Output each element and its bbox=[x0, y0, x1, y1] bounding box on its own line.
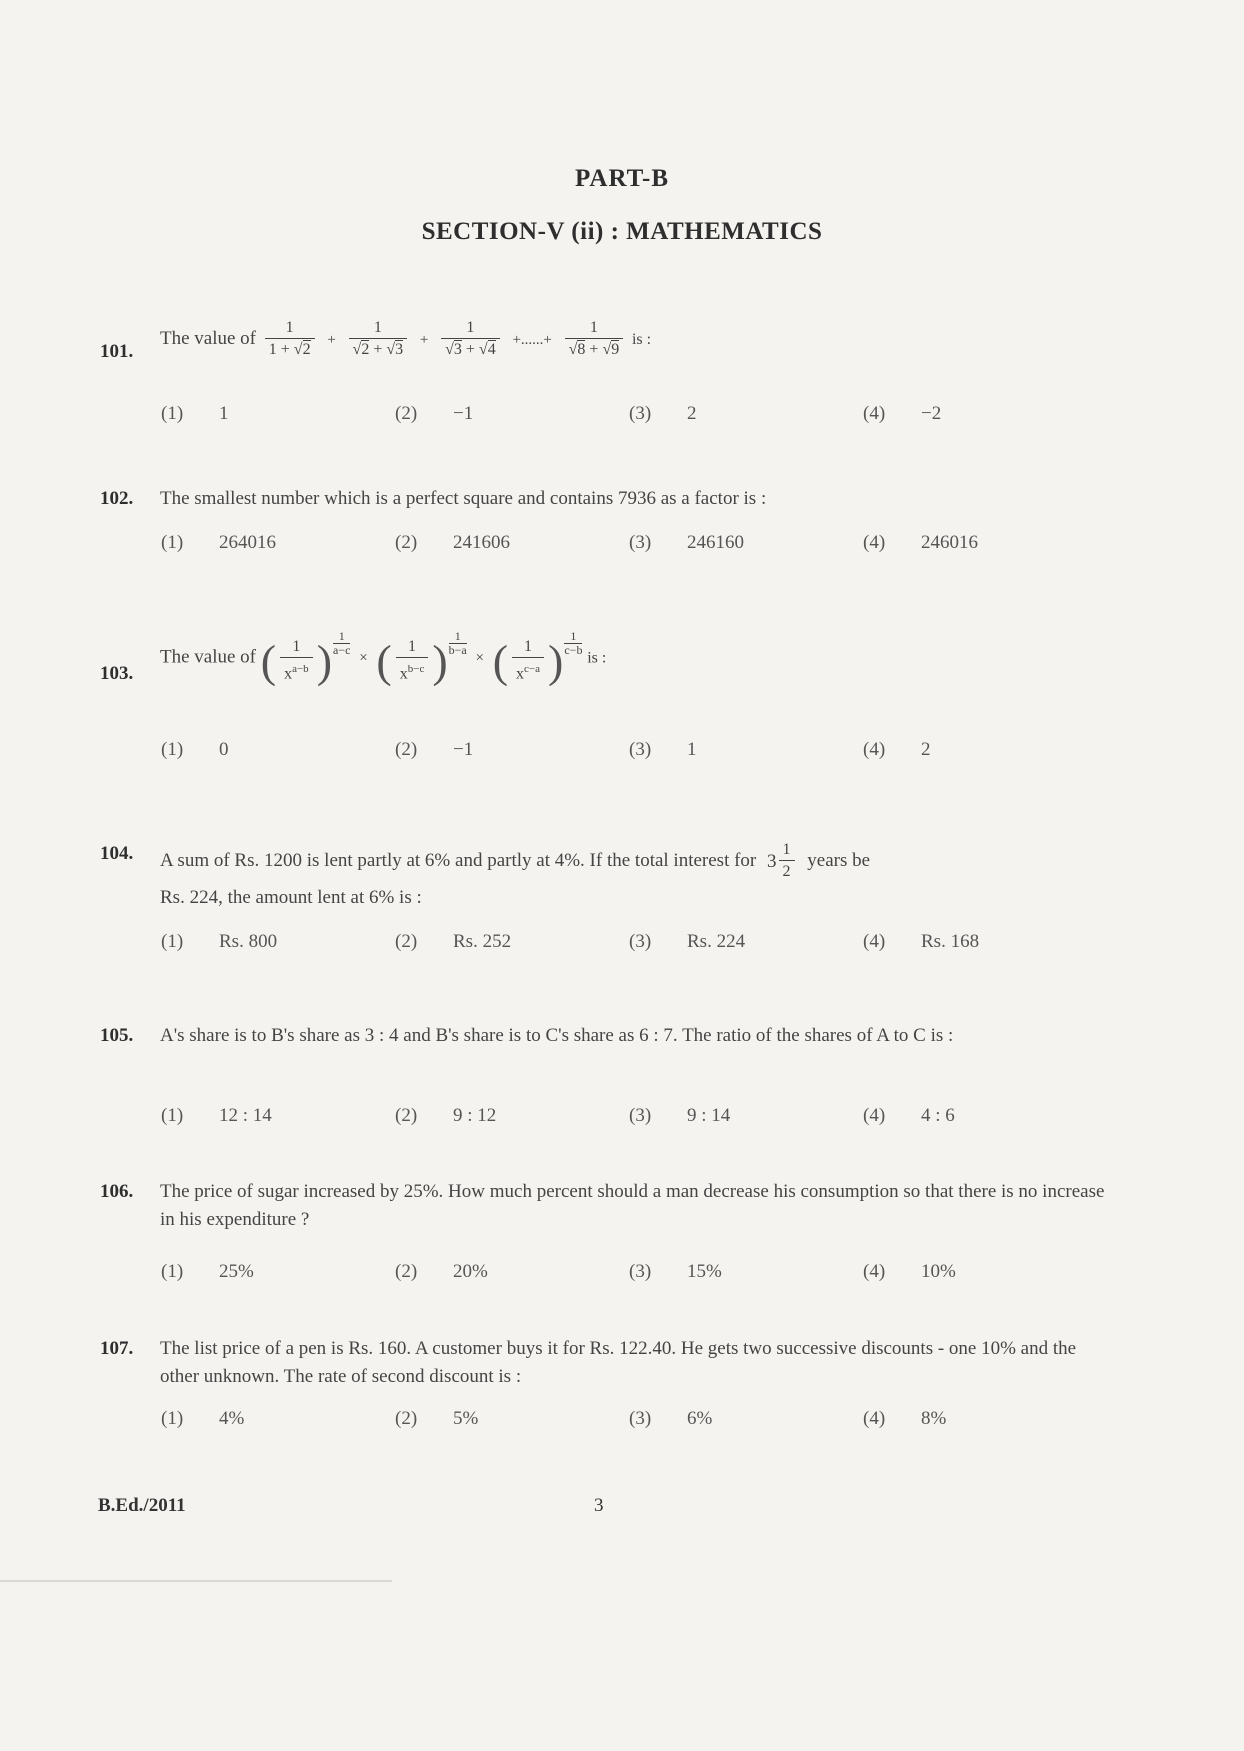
question-suffix: is : bbox=[587, 649, 607, 667]
option-2[interactable]: (2) 20% bbox=[395, 1261, 488, 1282]
option-3[interactable]: (3) 6% bbox=[629, 1408, 713, 1429]
exam-code: B.Ed./2011 bbox=[98, 1495, 186, 1516]
question-text: The price of sugar increased by 25%. How much percent should a man decrease his consumption so that there is no increase in his expenditure ? bbox=[160, 1181, 1105, 1230]
option-4[interactable]: (4) 10% bbox=[863, 1261, 956, 1282]
option-4[interactable]: (4) 2 bbox=[863, 739, 931, 760]
section-title: SECTION-V (ii) : MATHEMATICS bbox=[421, 218, 823, 245]
page-number: 3 bbox=[594, 1495, 604, 1516]
part-title: PART-B bbox=[574, 165, 670, 192]
mixed-fraction: 3 $\frac{1}{2}$ bbox=[767, 840, 797, 883]
question-text: The value of ( $\frac{1}{x^{a-b}}$ ) $\frac{1}{a-c}$ × ( $\frac{1}{x^{b-c}}$ ) $\frac{1}{b-a}$ × ( $\frac{1}{x^{c-a}}$ ) $\frac{1}{c-b}$ is : bbox=[160, 629, 607, 687]
options-row bbox=[161, 529, 1061, 557]
question-number: 101. bbox=[100, 341, 134, 362]
options-row bbox=[161, 1258, 1061, 1286]
question-number: 104. bbox=[100, 843, 134, 864]
options-row bbox=[161, 736, 1061, 764]
option-2[interactable]: (2) 5% bbox=[395, 1408, 479, 1429]
option-4[interactable]: (4) 8% bbox=[863, 1408, 947, 1429]
fraction-term-4: $\frac{1}{√8 + √9}$ bbox=[565, 318, 624, 361]
option-2[interactable]: (2) Rs. 252 bbox=[395, 931, 512, 952]
options-row bbox=[161, 1405, 1061, 1433]
option-1[interactable]: (1) 12 : 14 bbox=[161, 1105, 272, 1126]
question-102 bbox=[100, 485, 1110, 555]
question-103 bbox=[100, 630, 1110, 760]
option-3[interactable]: (3) 2 bbox=[629, 403, 697, 424]
option-1[interactable]: (1) Rs. 800 bbox=[161, 931, 278, 952]
power-factor-2: ( $\frac{1}{x^{b-c}}$ ) $\frac{1}{b-a}$ bbox=[376, 629, 467, 687]
option-1[interactable]: (1) 264016 bbox=[161, 532, 276, 553]
scan-edge-divider bbox=[0, 1580, 392, 1582]
fraction-term-1: $\frac{1}{1 + √2}$ bbox=[265, 318, 315, 361]
question-text: A sum of Rs. 1200 is lent partly at 6% and partly at 4%. If the total interest for 3 $\frac{1}{2}$ years be bbox=[160, 840, 1110, 883]
question-number: 107. bbox=[100, 1338, 134, 1359]
question-107 bbox=[100, 1335, 1110, 1445]
question-text: The value of $\frac{1}{1 + √2}$ + $\frac{1}{√2 + √3}$ + $\frac{1}{√3 + √4}$ +......+ $\frac{1}{√8 + √9}$ is : bbox=[160, 318, 1110, 361]
question-number: 105. bbox=[100, 1025, 134, 1046]
question-105 bbox=[100, 1022, 1110, 1132]
power-factor-3: ( $\frac{1}{x^{c-a}}$ ) $\frac{1}{c-b}$ bbox=[492, 629, 583, 687]
option-4[interactable]: (4) 4 : 6 bbox=[863, 1105, 955, 1126]
question-text: A's share is to B's share as 3 : 4 and B's share is to C's share as 6 : 7. The ratio of the shares of A to C is : bbox=[160, 1025, 954, 1046]
question-prefix: The value of bbox=[160, 646, 257, 668]
power-factor-1: ( $\frac{1}{x^{a-b}}$ ) $\frac{1}{a-c}$ bbox=[260, 629, 351, 687]
options-row bbox=[161, 1102, 1061, 1130]
options-row bbox=[161, 928, 1061, 956]
option-1[interactable]: (1) 1 bbox=[161, 403, 229, 424]
question-104 bbox=[100, 840, 1110, 960]
ellipsis: +......+ bbox=[512, 331, 552, 348]
option-1[interactable]: (1) 0 bbox=[161, 739, 229, 760]
question-suffix: is : bbox=[631, 330, 652, 348]
option-4[interactable]: (4) Rs. 168 bbox=[863, 931, 980, 952]
option-1[interactable]: (1) 4% bbox=[161, 1408, 245, 1429]
question-text-continued: Rs. 224, the amount lent at 6% is : bbox=[160, 887, 422, 908]
option-3[interactable]: (3) 1 bbox=[629, 739, 697, 760]
option-2[interactable]: (2) −1 bbox=[395, 739, 474, 760]
option-1[interactable]: (1) 25% bbox=[161, 1261, 254, 1282]
option-2[interactable]: (2) −1 bbox=[395, 403, 474, 424]
option-2[interactable]: (2) 9 : 12 bbox=[395, 1105, 497, 1126]
question-number: 102. bbox=[100, 488, 134, 509]
question-text: The smallest number which is a perfect square and contains 7936 as a factor is : bbox=[160, 488, 767, 509]
option-4[interactable]: (4) 246016 bbox=[863, 532, 978, 553]
question-prefix: The value of bbox=[160, 327, 257, 349]
question-number: 106. bbox=[100, 1181, 134, 1202]
question-text: The list price of a pen is Rs. 160. A customer buys it for Rs. 122.40. He gets two successive discounts - one 10% and the other unknown. The rate of second discount is : bbox=[160, 1338, 1077, 1387]
options-row bbox=[161, 400, 1061, 428]
question-106 bbox=[100, 1178, 1110, 1288]
option-4[interactable]: (4) −2 bbox=[863, 403, 942, 424]
option-3[interactable]: (3) 9 : 14 bbox=[629, 1105, 731, 1126]
option-3[interactable]: (3) 15% bbox=[629, 1261, 722, 1282]
option-3[interactable]: (3) 246160 bbox=[629, 532, 744, 553]
option-2[interactable]: (2) 241606 bbox=[395, 532, 510, 553]
option-3[interactable]: (3) Rs. 224 bbox=[629, 931, 746, 952]
question-101 bbox=[100, 318, 1110, 428]
fraction-term-3: $\frac{1}{√3 + √4}$ bbox=[441, 318, 500, 361]
fraction-term-2: $\frac{1}{√2 + √3}$ bbox=[349, 318, 408, 361]
question-number: 103. bbox=[100, 663, 134, 684]
